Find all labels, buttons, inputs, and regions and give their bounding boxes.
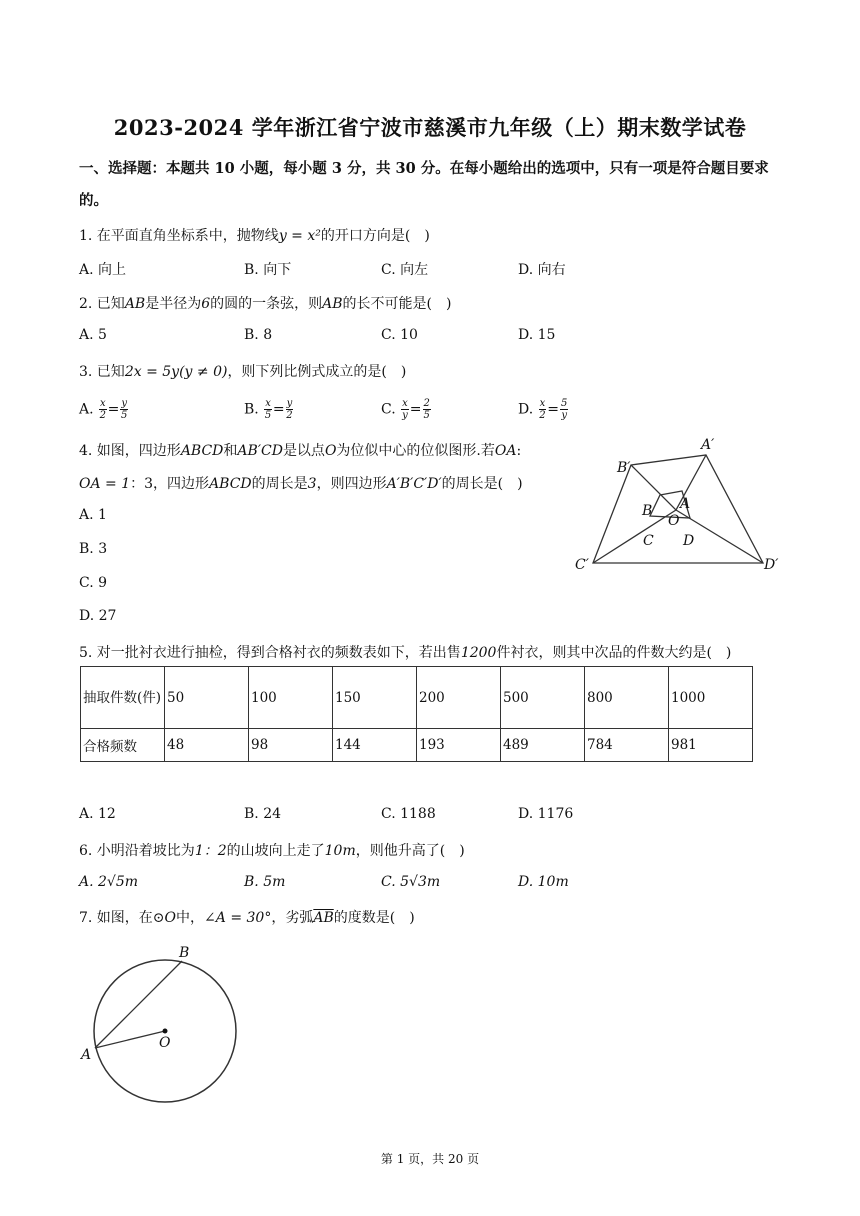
table-row-qualified (81, 729, 753, 762)
table-cell: 1000 (669, 667, 753, 729)
q4-text-a: 4. 如图，四边形 (79, 443, 181, 459)
question-1 (79, 225, 430, 245)
label-b: B (179, 945, 190, 961)
q2-radius: 6 (201, 296, 211, 312)
q1-text-post: 的开口方向是( ) (320, 228, 430, 244)
q2-ab-1: AB (124, 296, 146, 312)
section-heading-line2: 的。 (79, 192, 108, 209)
q5-text-pre: 5. 对一批衬衣进行抽检，得到合格衬衣的频数表如下，若出售 (79, 645, 461, 661)
q7-circle-o: O (164, 910, 177, 926)
question-5 (79, 642, 731, 662)
q3-c-rn: 2 (423, 398, 430, 409)
q5-quantity: 1200 (460, 645, 497, 661)
q3-c-rd: 5 (423, 410, 430, 421)
table-cell: 200 (417, 667, 501, 729)
table-header-qualified: 合格频数 (81, 729, 165, 762)
question-4-line-2 (79, 473, 523, 493)
q1-expression: y = x² (278, 228, 321, 244)
q3-b-rd: 2 (286, 410, 293, 421)
table-cell: 800 (585, 667, 669, 729)
q2-text-mid2: 的圆的一条弦，则 (210, 296, 323, 312)
q6-distance: 10m (324, 843, 356, 859)
q2-ab-2: AB (322, 296, 343, 312)
table-cell: 500 (501, 667, 585, 729)
table-cell: 50 (165, 667, 249, 729)
q4-text-b: 和 (223, 443, 238, 459)
question-7 (79, 907, 415, 927)
q3-d-left-fraction (539, 398, 547, 421)
q6-text-pre: 6. 小明沿着坡比为 (79, 843, 195, 859)
center-point (163, 1029, 168, 1034)
question-3 (79, 361, 406, 381)
label-o: O (159, 1035, 171, 1051)
q5-option-b[interactable]: B. 24 (244, 806, 282, 822)
label-a: A (81, 1047, 92, 1063)
q2-text-mid: 是半径为 (145, 296, 202, 312)
q3-a-ln: x (100, 398, 106, 409)
q4-abcd4: A′B′C′D′ (386, 476, 442, 492)
q3-c-ln: x (402, 398, 408, 409)
table-cell: 784 (585, 729, 669, 762)
q4-text-i: 的周长是( ) (441, 476, 523, 492)
q3-c-label: C. (381, 401, 396, 418)
label-d-prime: D′ (764, 557, 779, 573)
q3-text-post: ，则下列比例式成立的是( ) (227, 364, 407, 380)
q1-option-d[interactable]: D. 向右 (518, 262, 566, 278)
q3-a-ld: 2 (99, 410, 107, 421)
table-cell: 489 (501, 729, 585, 762)
label-c-prime: C′ (575, 557, 589, 573)
table-header-sampled: 抽取件数(件) (81, 667, 165, 729)
page-title: 2023-2024 学年浙江省宁波市慈溪市九年级（上）期末数学试卷 (113, 115, 747, 140)
q1-option-c[interactable]: C. 向左 (381, 262, 429, 278)
q5-text-post: 件衬衣，则其中次品的件数大约是( ) (496, 645, 732, 661)
q6-option-d[interactable]: D. 10m (518, 874, 569, 890)
q7-arc: $\overline{AB}$ (313, 910, 334, 926)
q2-option-d[interactable]: D. 15 (518, 327, 556, 343)
label-d: D (683, 533, 695, 549)
q2-option-a[interactable]: A. 5 (79, 327, 107, 343)
q3-text-pre: 3. 已知 (79, 364, 125, 380)
q3-b-rn: y (286, 398, 293, 409)
label-a: A (680, 496, 691, 512)
q4-homothety-figure (568, 432, 788, 580)
q1-option-b[interactable]: B. 向下 (244, 262, 292, 278)
label-o: O (668, 513, 680, 529)
q4-text-f: ：3，四边形 (130, 476, 210, 492)
section-heading (79, 153, 779, 217)
q6-option-a[interactable]: A. 2√5m (79, 874, 139, 890)
q4-option-d[interactable]: D. 27 (79, 608, 117, 624)
table-cell: 98 (249, 729, 333, 762)
q3-b-ld: 5 (264, 410, 272, 421)
q3-option-a[interactable]: A. $\frac{x}{2}$ = $\frac{y}{5}$ (79, 398, 128, 421)
table-cell: 150 (333, 667, 417, 729)
q3-option-d[interactable]: D. $\frac{x}{2}$ = $\frac{5}{y}$ (518, 398, 568, 421)
q3-option-b[interactable]: B. $\frac{x}{5}$ = $\frac{y}{2}$ (244, 398, 293, 421)
q3-expression: 2x = 5y(y ≠ 0) (124, 364, 228, 380)
q3-a-right-fraction (120, 398, 128, 421)
q4-text-h: ，则四边形 (316, 476, 387, 492)
q3-a-rd: 5 (121, 410, 128, 421)
q1-text-pre: 1. 在平面直角坐标系中，抛物线 (79, 228, 279, 244)
q3-b-right-fraction (286, 398, 294, 421)
q2-text-pre: 2. 已知 (79, 296, 125, 312)
q4-abcd: ABCD (180, 443, 224, 459)
q6-text-post: ，则他升高了( ) (355, 843, 465, 859)
q3-d-ld: 2 (539, 410, 546, 421)
label-b: B (642, 503, 653, 519)
q3-c-left-fraction (401, 398, 409, 421)
q5-option-c[interactable]: C. 1188 (381, 806, 436, 822)
q7-angle: ∠A = 30° (204, 910, 272, 926)
question-4-line-1 (79, 440, 521, 460)
q3-a-label: A. (79, 401, 94, 418)
q5-option-d[interactable]: D. 1176 (518, 806, 574, 822)
q2-text-post: 的长不可能是( ) (342, 296, 452, 312)
q3-c-right-fraction (423, 398, 431, 421)
q3-b-ln: x (265, 398, 271, 409)
q4-option-a[interactable]: A. 1 (79, 507, 107, 523)
q3-d-rd: y (561, 410, 568, 421)
question-6 (79, 840, 465, 860)
table-cell: 144 (333, 729, 417, 762)
q7-text-mid: 中， (176, 910, 205, 926)
q6-option-c[interactable]: C. 5√3m (381, 874, 441, 890)
q7-text-post: 的度数是( ) (333, 910, 415, 926)
label-c: C (643, 533, 654, 549)
table-cell: 48 (165, 729, 249, 762)
q3-d-label: D. (518, 401, 534, 418)
question-2 (79, 293, 451, 313)
q7-circle-figure (76, 940, 246, 1105)
q3-d-right-fraction (560, 398, 568, 421)
label-b-prime: B′ (617, 460, 631, 476)
ray-ob (631, 465, 676, 510)
q3-d-rn: 5 (561, 398, 568, 409)
q7-text-pre: 7. 如图，在⊙ (79, 910, 165, 926)
q4-text-g: 的周长是 (251, 476, 308, 492)
q6-slope-ratio: 1：2 (194, 843, 227, 859)
q4-ratio: OA = 1 (79, 476, 131, 492)
label-a-prime: A′ (701, 437, 715, 453)
q3-d-ln: x (539, 398, 546, 409)
table-cell: 981 (669, 729, 753, 762)
q3-b-left-fraction (264, 398, 272, 421)
table-row-sampled (81, 667, 753, 729)
table-cell: 193 (417, 729, 501, 762)
ray-oc (593, 510, 676, 563)
q2-option-b[interactable]: B. 8 (244, 327, 273, 343)
q4-option-b[interactable]: B. 3 (79, 541, 108, 557)
q1-option-a[interactable]: A. 向上 (79, 262, 127, 278)
table-cell: 100 (249, 667, 333, 729)
q5-option-a[interactable]: A. 12 (79, 806, 116, 822)
frequency-table (80, 666, 753, 762)
q4-option-c[interactable]: C. 9 (79, 575, 108, 591)
q4-abcd3: ABCD (209, 476, 252, 492)
q6-text-mid: 的山坡向上走了 (226, 843, 325, 859)
q4-text-e: : (516, 443, 522, 459)
q4-perimeter: 3 (307, 476, 317, 492)
q3-a-rn: y (121, 398, 128, 409)
q3-a-left-fraction (99, 398, 107, 421)
q3-c-ld: y (402, 410, 408, 421)
q3-option-c[interactable]: C. $\frac{x}{y}$ = $\frac{2}{5}$ (381, 398, 430, 421)
q6-option-b[interactable]: B. 5m (244, 874, 286, 890)
page-footer: 第 1 页，共 20 页 (380, 1152, 480, 1166)
q3-b-label: B. (244, 401, 259, 418)
q4-text-c: 是以点 (282, 443, 325, 459)
q4-oa: OA (494, 443, 517, 459)
q4-text-d: 为位似中心的位似图形.若 (336, 443, 495, 459)
q4-abcd2: AB′CD (237, 443, 283, 459)
section-heading-line1: 一、选择题：本题共 10 小题，每小题 3 分，共 30 分。在每小题给出的选项中，只有一项是符合题目要求 (79, 160, 769, 177)
q4-center-o: O (324, 443, 337, 459)
radius-oa (95, 1031, 165, 1048)
q2-option-c[interactable]: C. 10 (381, 327, 418, 343)
q7-text-mid2: ，劣弧 (271, 910, 314, 926)
